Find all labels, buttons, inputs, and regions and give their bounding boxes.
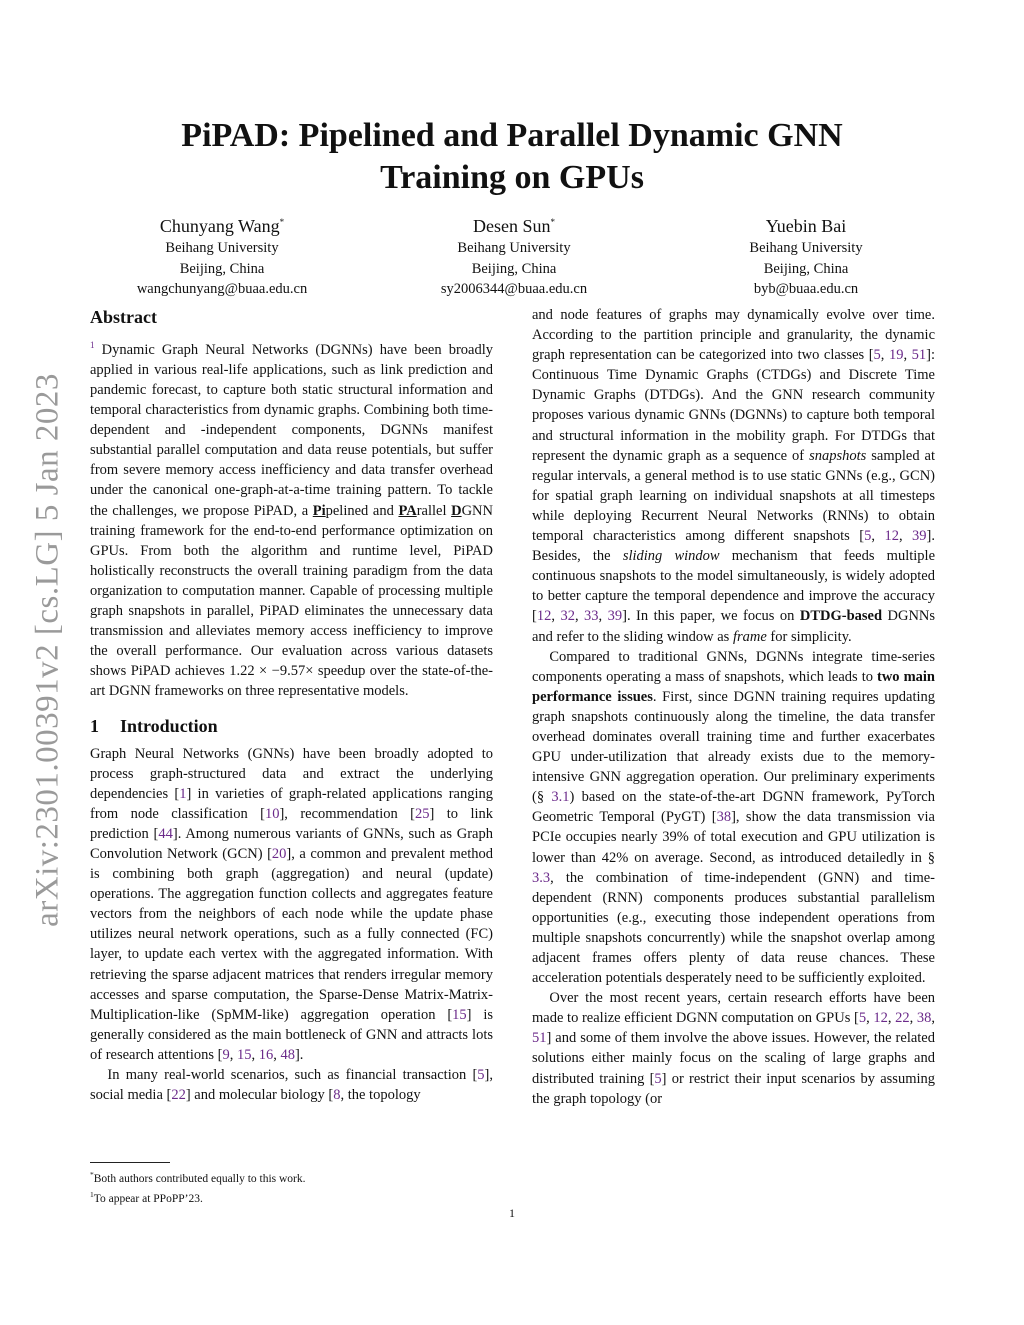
citation-link[interactable]: 48 (280, 1046, 295, 1063)
acronym-pi: Pi (312, 502, 326, 519)
citation-link[interactable]: 15 (452, 1006, 467, 1023)
text-run: and node features of graphs may dynamically evolve over time. According to the partition principle and granularity, the dynamic graph representation can be categorized into two classes [ (532, 307, 935, 364)
emphasized-term: snapshots (809, 447, 867, 464)
citation-link[interactable]: 33 (584, 608, 599, 625)
text-run: ]. In this paper, we focus on (622, 608, 800, 625)
text-run: ) based on the state-of-the-art DGNN framework, PyTorch Geometric Temporal (PyGT) [ (532, 789, 935, 826)
citation-link[interactable]: 15 (236, 1046, 252, 1063)
text-run: , (898, 528, 913, 545)
author-list (92, 210, 936, 300)
left-column (90, 305, 493, 1105)
section-title: Introduction (120, 715, 218, 736)
author-location: Beijing, China (763, 260, 849, 277)
text-run: , the topology (340, 1087, 421, 1104)
footnote-rule (90, 1162, 170, 1163)
intro-paragraph-2 (90, 1065, 493, 1105)
citation-link[interactable]: 1 (179, 785, 187, 802)
footnote-text: Both authors contributed equally to this work. (93, 1172, 306, 1185)
citation-link[interactable]: 12 (873, 1010, 888, 1027)
citation-link[interactable]: 5 (477, 1067, 485, 1084)
citation-link[interactable]: 3.1 (551, 789, 570, 806)
text-run: , (229, 1046, 237, 1063)
citation-link[interactable]: 25 (415, 805, 430, 822)
text-run: , (598, 608, 608, 625)
citation-link[interactable]: 19 (888, 347, 904, 364)
author-name-line (92, 210, 352, 238)
abstract-text-part: GNN training framework for the end-to-end performance optimization on GPUs. From both the algorithm and runtime level, PiPAD holistically reconstructs the overall training paradigm from the data organization to computation manner. Capable of processing multiple graph snapshots in parallel, PiPAD eliminates the unnecessary data transmission and alleviates memory access inefficiency to improve the overall performance. Our evaluation across various datasets shows PiPAD achieves 1.22 × −9.57× speedup over the state-of-the-art DGNN frameworks on three representative models. (90, 502, 493, 700)
right-column (532, 305, 935, 1109)
footnotes (90, 1162, 493, 1207)
text-run: Graph Neural Networks (GNNs) have been broadly adopted to process graph-structured data and extract the underlying dependencies [ (90, 745, 493, 802)
citation-link[interactable]: 16 (258, 1046, 274, 1063)
text-run: ], show the data transmission via PCIe occupies nearly 39% of total execution and GPU utilization is lower than 42% on average. Second, as introduced detailedly in § (532, 809, 935, 866)
text-run: , (931, 1010, 935, 1027)
author-block (676, 210, 936, 300)
citation-link[interactable]: 51 (911, 347, 927, 364)
intro-paragraph-4 (532, 988, 935, 1109)
text-run: ], a common and prevalent method is combining both graph (aggregation) and neural (update) operations. The aggregation function collects and aggregates feature vectors from the neighbors of each node while the update phase utilizes neural network operations, such as a fully connected (FC) layer, to update each vertex with the aggregated information. With retrieving the sparse adjacent matrices that renders irregular memory accesses and sparse computation, the Sparse-Dense Matrix-Matrix-Multiplication-like (SpMM-like) aggregation operation [ (90, 845, 493, 1023)
bold-term: two main performance issues (532, 668, 935, 705)
text-run: for simplicity. (766, 628, 852, 645)
citation-link[interactable]: 5 (858, 1010, 867, 1027)
author-name: Chunyang Wang (159, 216, 280, 236)
footnote-mark[interactable]: 1 (90, 340, 95, 350)
author-name-line (384, 210, 644, 238)
citation-link[interactable]: 10 (264, 805, 280, 822)
citation-link[interactable]: 12 (536, 608, 552, 625)
text-run: In many real-world scenarios, such as financial transaction [ (107, 1067, 478, 1084)
text-run: ] and some of them involve the above issues. However, the related solutions either mainly focus on the scaling of large graphs and distributed training [ (532, 1030, 935, 1087)
citation-link[interactable]: 51 (532, 1030, 547, 1047)
author-name: Desen Sun (473, 216, 551, 236)
text-run: , (880, 347, 889, 364)
text-run: , (551, 608, 561, 625)
emphasized-term: frame (732, 628, 767, 645)
acronym-d: D (451, 502, 462, 519)
text-run: , the combination of time-independent (GNN) and time-dependent (RNN) components produces substantial parallelism opportunities (e.g., executing those independent operations from multiple snapshots concurrently) while the snapshot overlap among adjacent frames offers plenty of data reuse chances. These acceleration potentials desperately need to be sufficiently exploited. (532, 869, 935, 987)
author-email: sy2006344@buaa.edu.cn (440, 281, 588, 297)
author-affiliation: Beihang University (749, 240, 863, 256)
text-run: ], recommendation [ (279, 805, 416, 822)
citation-link[interactable]: 5 (864, 528, 872, 545)
page-number: 1 (509, 1206, 515, 1220)
author-location: Beijing, China (471, 260, 557, 277)
text-run: , (251, 1046, 259, 1063)
author-affiliation: Beihang University (457, 240, 571, 256)
citation-link[interactable]: 44 (158, 825, 173, 842)
abstract-text-part: rallel (416, 502, 452, 519)
author-block (384, 210, 644, 300)
text-run: ]. (294, 1046, 304, 1063)
text-run: mechanism that feeds multiple continuous snapshots to the model simultaneously, is widely adopted to better capture the temporal dependence and improve the accuracy [ (532, 548, 935, 625)
text-run: , (887, 1010, 896, 1027)
section-heading-introduction (90, 714, 493, 738)
intro-paragraph-3 (532, 647, 935, 989)
author-email: byb@buaa.edu.cn (753, 281, 859, 297)
author-name-line (676, 210, 936, 238)
footnote (90, 1187, 493, 1207)
footnote-marker: * (90, 1170, 94, 1179)
citation-link[interactable]: 39 (912, 528, 927, 545)
emphasized-term: sliding window (622, 548, 720, 565)
abstract-text (90, 335, 493, 702)
abstract-text-part: Dynamic Graph Neural Networks (DGNNs) have been broadly applied in various real-life applications, such as link prediction and pandemic forecast, to capture both static structural information and temporal characteristics from dynamic graphs. Combining both time-dependent and -independent components, DGNNs manifest substantial parallel computation and data reuse potentials, but suffer from severe memory access inefficiency and data transfer overhead under the canonical one-graph-at-a-time training pattern. To tackle the challenges, we propose PiPAD, a (90, 341, 494, 519)
arxiv-identifier-sidebar (28, 370, 68, 930)
author-mark: * (279, 217, 285, 227)
text-run: , (871, 528, 885, 545)
intro-paragraph-2-continued (532, 305, 935, 647)
citation-link[interactable]: 22 (171, 1087, 186, 1104)
text-run: ]. Besides, the (532, 528, 936, 565)
text-run: , (866, 1010, 874, 1027)
text-run: DGNNs and refer to the sliding window as (532, 608, 936, 645)
citation-link[interactable]: 12 (884, 528, 899, 545)
author-name: Yuebin Bai (765, 216, 847, 236)
citation-link[interactable]: 38 (916, 1010, 932, 1027)
citation-link[interactable]: 9 (222, 1046, 230, 1063)
text-run: , (909, 1010, 917, 1027)
citation-link[interactable]: 3.3 (532, 869, 551, 886)
author-email: wangchunyang@buaa.edu.cn (136, 281, 308, 297)
citation-link[interactable]: 22 (895, 1010, 910, 1027)
acronym-pa: PA (398, 502, 417, 519)
abstract-heading: Abstract (90, 307, 157, 327)
text-run: ]: Continuous Time Dynamic Graphs (CTDGs) and Discrete Time Dynamic Graphs (DTDGs). And the GNN research community proposes various dynamic GNNs (DGNNs) to capture both temporal and structural information in the mobility graph. For DTDGs that represent the dynamic graph as a sequence of (532, 347, 935, 464)
bold-term: DTDG-based (799, 608, 883, 625)
arxiv-identifier: arXiv:2301.00391v2 [cs.LG] 5 Jan 2023 (29, 373, 66, 927)
text-run: , (903, 347, 912, 364)
text-run: Compared to traditional GNNs, DGNNs integrate time-series components operating a mass of snapshots, which leads to (532, 648, 935, 685)
text-run: Over the most recent years, certain research efforts have been made to realize efficient DGNN computation on GPUs [ (532, 990, 935, 1027)
citation-link[interactable]: 38 (716, 809, 732, 826)
footnote-marker: 1 (90, 1189, 94, 1199)
author-affiliation: Beihang University (165, 240, 279, 256)
intro-paragraph-1 (90, 744, 493, 1066)
citation-link[interactable]: 5 (654, 1070, 662, 1087)
footnote-text: To appear at PPoPP’23. (93, 1192, 203, 1205)
footnote (90, 1167, 493, 1187)
text-run: . First, since DGNN training requires updating graph snapshots continuously along the timeline, the data transfer overhead dominates overall training time and further exacerbates GPU under-utilization that already exists due to the memory-intensive GNN aggregation operation. Our preliminary experiments (§ (532, 688, 935, 806)
text-run: ]. Among numerous variants of GNNs, such as Graph Convolution Network (GCN) [ (90, 825, 493, 862)
text-run: ] is generally considered as the main bottleneck of GNN and attracts lots of research attentions [ (90, 1006, 493, 1063)
citation-link[interactable]: 20 (271, 845, 287, 862)
section-number: 1 (90, 715, 99, 736)
abstract-text-part: pelined and (325, 502, 399, 519)
citation-link[interactable]: 39 (607, 608, 623, 625)
text-run: ], social media [ (90, 1067, 493, 1104)
text-run: ] and molecular biology [ (185, 1087, 334, 1104)
text-run: sampled at regular intervals, a general method is to use static GNNs (e.g., GCN) for spatial graph learning on individual snapshots at all timesteps while deploying Recurrent Neural Networks (RNNs) to obtain temporal characteristics among different snapshots [ (532, 447, 935, 545)
citation-link[interactable]: 5 (873, 347, 881, 364)
paper-title: PiPAD: Pipelined and Parallel Dynamic GNN Training on GPUs (181, 117, 843, 196)
text-run: , (574, 608, 585, 625)
citation-link[interactable]: 8 (333, 1087, 341, 1104)
citation-link[interactable]: 32 (560, 608, 575, 625)
text-run: ] to link prediction [ (90, 805, 494, 842)
text-run: , (273, 1046, 281, 1063)
author-location: Beijing, China (179, 260, 265, 277)
author-mark: * (550, 217, 555, 227)
text-run: ] or restrict their input scenarios by assuming the graph topology (or (532, 1070, 935, 1107)
text-run: ] in varieties of graph-related applications ranging from node classification [ (90, 785, 493, 822)
author-block (92, 210, 352, 300)
